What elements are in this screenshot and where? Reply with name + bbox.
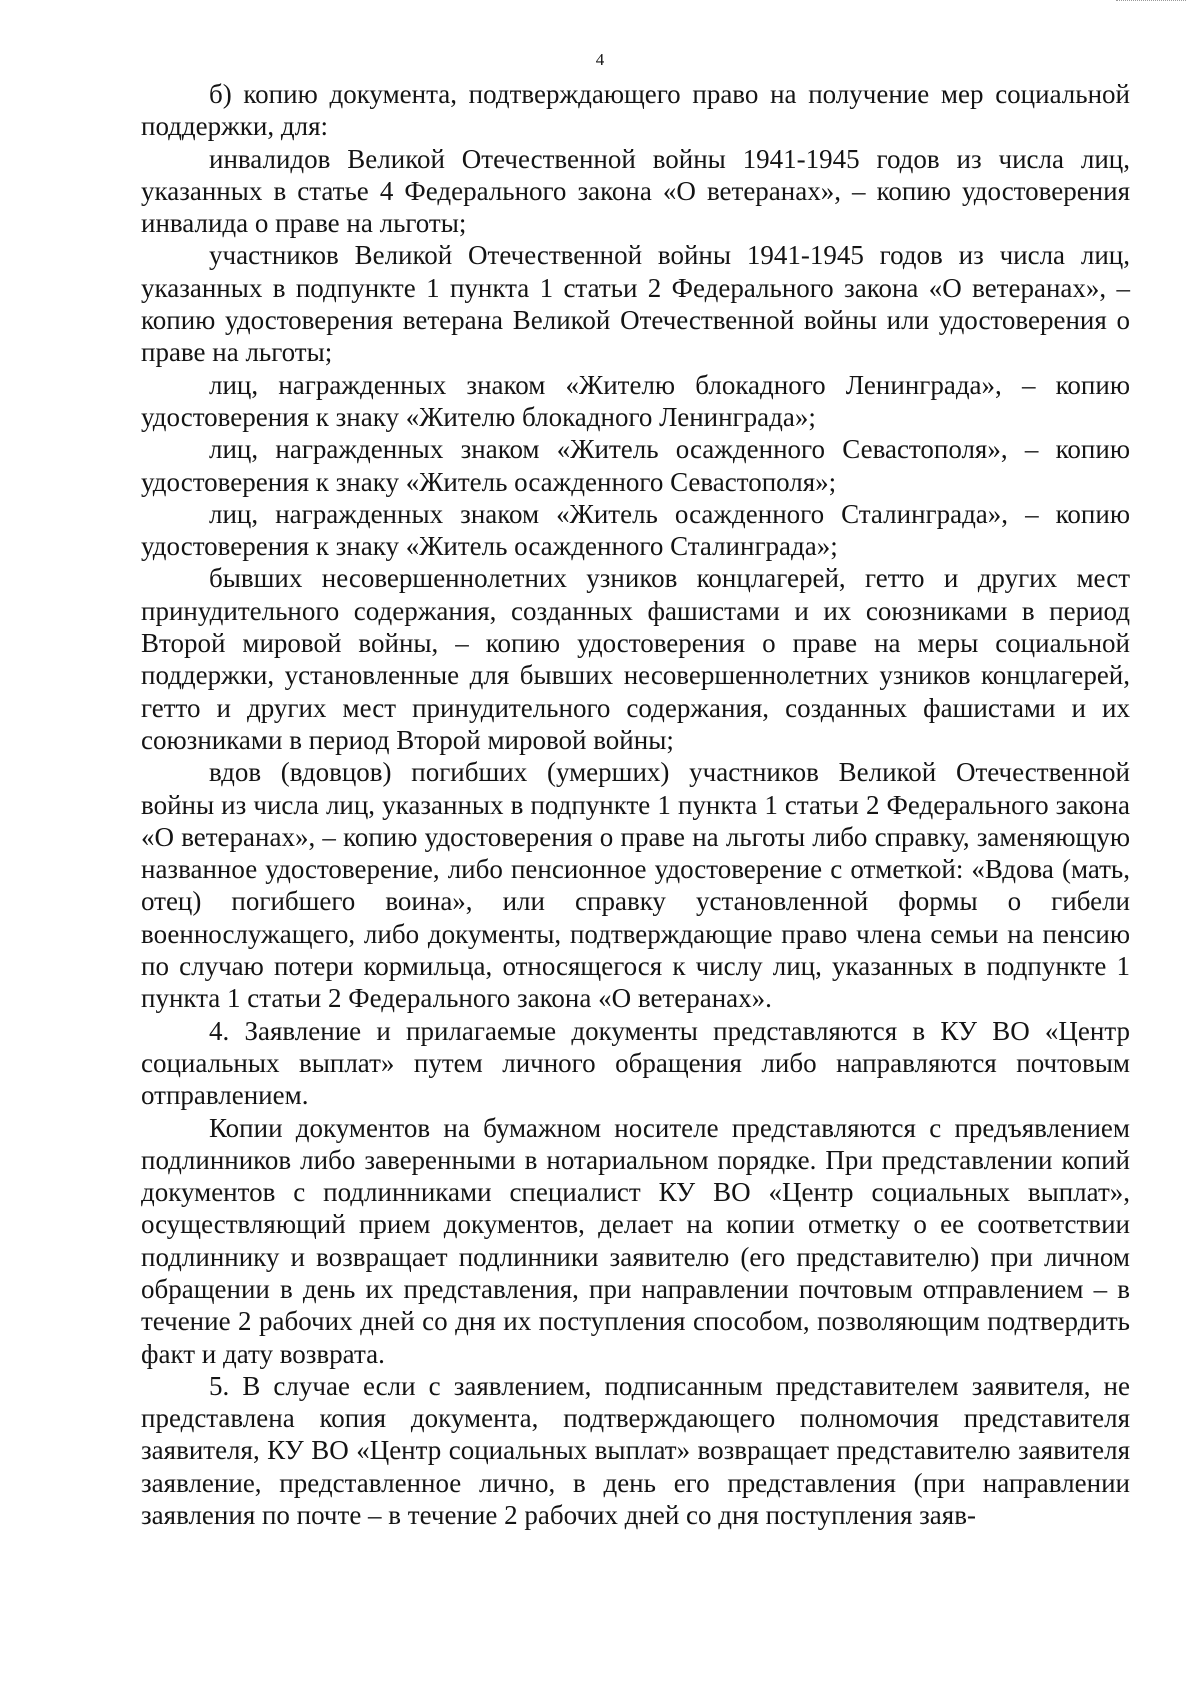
paragraph-leningrad-residents: лиц, награжденных знаком «Жителю блокадного Ленинграда», – копию удостоверения к знаку «Жителю блокадного Ленинграда»; (141, 369, 1130, 432)
document-body (141, 78, 1130, 1531)
paragraph-former-prisoners: бывших несовершеннолетних узников концлагерей, гетто и других мест принудительного содержания, созданных фашистами и их союзниками в период Второй мировой войны, – копию удостоверения о праве на меры социальной поддержки, установленные для бывших несовершеннолетних узников концлагерей, гетто и других мест принудительного содержания, созданных фашистами и их союзниками в период Второй мировой войны; (141, 563, 1130, 755)
paragraph-item-5: 5. В случае если с заявлением, подписанным представителем заявителя, не представлена копия документа, подтверждающего полномочия представителя заявителя, КУ ВО «Центр социальных выплат» возвращает представителю заявителя заявление, представленное лично, в день его представления (при направлении заявления по почте – в течение 2 рабочих дней со дня поступления заяв- (141, 1370, 1130, 1531)
paragraph-widows: вдов (вдовцов) погибших (умерших) участников Великой Отечественной войны из числа лиц, указанных в подпункте 1 пункта 1 статьи 2 Федерального закона «О ветеранах», – копию удостоверения о праве на льготы либо справку, заменяющую названное удостоверение, либо пенсионное удостоверение с отметкой: «Вдова (мать, отец) погибшего воина», или справку установленной формы о гибели военнослужащего, либо документы, подтверждающие право члена семьи на пенсию по случаю потери кормильца, относящегося к числу лиц, указанных в подпункте 1 пункта 1 статьи 2 Федерального закона «О ветеранах». (141, 757, 1130, 1014)
scan-corner-mark (1116, 0, 1186, 6)
paragraph-sevastopol-residents: лиц, награжденных знаком «Житель осажденного Севастополя», – копию удостоверения к знаку «Житель осажденного Севастополя»; (141, 434, 1130, 497)
paragraph-item-4: 4. Заявление и прилагаемые документы представляются в КУ ВО «Центр социальных выплат» путем личного обращения либо направляются почтовым отправлением. (141, 1015, 1130, 1111)
paragraph-war-invalids: инвалидов Великой Отечественной войны 1941-1945 годов из числа лиц, указанных в статье 4 Федерального закона «О ветеранах», – копию удостоверения инвалида о праве на льготы; (141, 143, 1130, 239)
paragraph-b-intro: б) копию документа, подтверждающего право на получение мер социальной поддержки, для: (141, 79, 1130, 142)
page-number: 4 (595, 50, 605, 69)
paragraph-war-participants: участников Великой Отечественной войны 1941-1945 годов из числа лиц, указанных в подпункте 1 пункта 1 статьи 2 Федерального закона «О ветеранах», – копию удостоверения ветерана Великой Отечественной войны или удостоверения о праве на льготы; (141, 240, 1130, 368)
paragraph-stalingrad-residents: лиц, награжденных знаком «Житель осажденного Сталинграда», – копию удостоверения к знаку «Житель осажденного Сталинграда»; (141, 498, 1130, 562)
paragraph-copies: Копии документов на бумажном носителе представляются с предъявлением подлинников либо заверенными в нотариальном порядке. При представлении копий документов с подлинниками специалист КУ ВО «Центр социальных выплат», осуществляющий прием документов, делает на копии отметку о ее соответствии подлиннику и возвращает подлинники заявителю (его представителю) при личном обращении в день их представления, при направлении почтовым отправлением – в течение 2 рабочих дней со дня их поступления способом, позволяющим подтвердить факт и дату возврата. (141, 1112, 1130, 1369)
